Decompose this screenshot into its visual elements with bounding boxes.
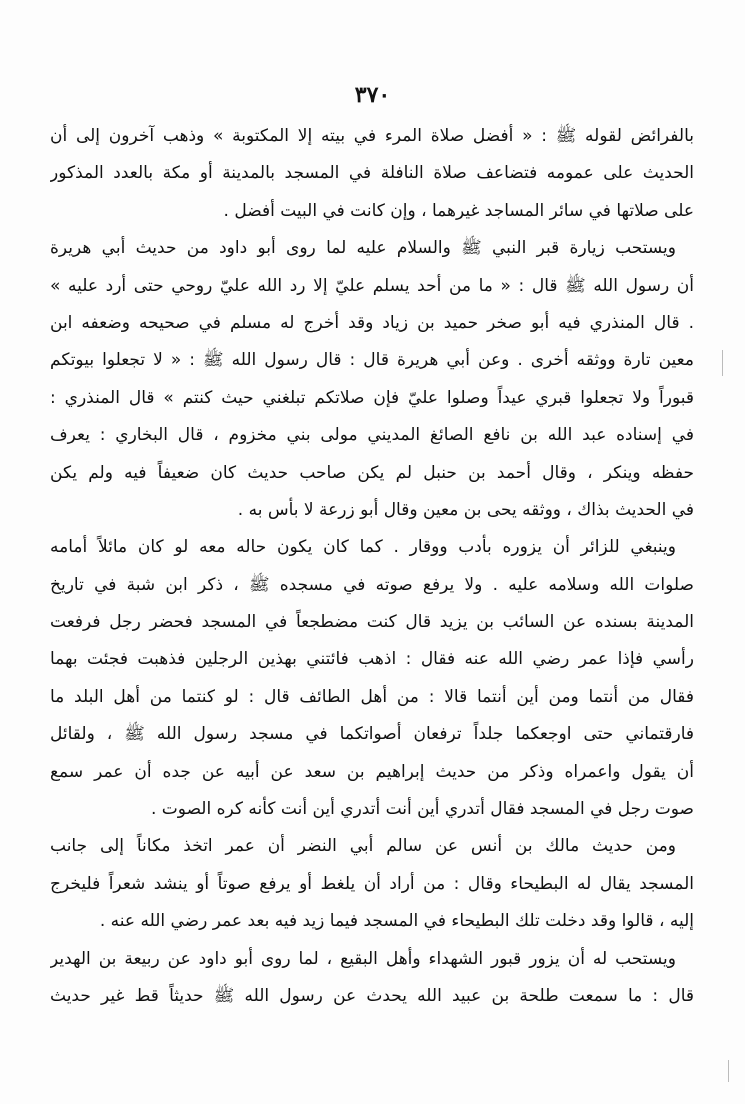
text-line: فارقتماني حتى اوجعكما جلداً ترفعان أصواتكما في مسجد رسول الله ﷺ ، ولقائل [50,724,694,745]
text-line: قال : ما سمعت طلحة بن عبيد الله يحدث عن رسول الله ﷺ حديثاً قط غير حديث [50,985,694,1006]
text-line: قبوراً ولا تجعلوا قبري عيداً وصلوا عليّ فإن صلاتكم تبلغني حيث كنتم » قال المنذري : [50,387,694,408]
text-line: ويستحب زيارة قبر النبي ﷺ والسلام عليه لما روى أبو داود من حديث أبي هريرة [50,238,676,259]
text-line: صوت رجل في المسجد فقال أتدري أين أنت أتدري أين أنت كأنه كره الصوت . [150,799,694,820]
text-line: الحديث على عمومه فتضاعف صلاة النافلة في المسجد بالمدينة أو مكة بالعدد المذكور [50,163,694,184]
text-line: في إسناده عبد الله بن نافع الصائغ المديني مولى بني مخزوم ، قال البخاري : يعرف [50,425,694,446]
text-line: أن يقول واعمراه وذكر من حديث إبراهيم بن سعد عن أبيه عن جده أن عمر سمع [50,761,694,782]
text-line: صلوات الله وسلامه عليه . ولا يرفع صوته في مسجده ﷺ ، ذكر ابن شبة في تاريخ [50,574,694,595]
text-line: معين تارة ووثقه أخرى . وعن أبي هريرة قال : قال رسول الله ﷺ : « لا تجعلوا بيوتكم [50,350,694,371]
text-line: . قال المنذري فيه أبو صخر حميد بن زياد وقد أخرج له مسلم في صحيحه وضعفه ابن [50,312,694,333]
text-line: ومن حديث مالك بن أنس عن سالم أبي النضر أن عمر اتخذ مكاناً إلى جانب [50,836,676,857]
text-line: بالفرائض لقوله ﷺ : « أفضل صلاة المرء في بيته إلا المكتوبة » وذهب آخرون إلى أن [50,126,694,146]
text-line: حفظه وينكر ، وقال أحمد بن حنبل لم يكن صاحب حديث كان ضعيفاً فيه ولم يكن [50,462,694,483]
text-line: إليه ، قالوا وقد دخلت تلك البطيحاء في المسجد فيما زيد فيه بعد عمر رضي الله عنه . [99,911,694,932]
text-line: وينبغي للزائر أن يزوره بأدب ووقار . كما كان يكون حاله معه لو كان مائلاً أمامه [50,537,676,558]
body-text [50,118,694,1015]
text-line: فقال من أنتما ومن أين أنتما قالا : من أهل الطائف قال : لو كنتما من أهل البلد ما [50,686,694,707]
text-line: ويستحب له أن يزور قبور الشهداء وأهل البقيع ، لما روى أبو داود عن ربيعة بن الهدير [50,948,676,969]
margin-scan-mark [722,350,723,376]
page-number: ٣٧٠ [354,82,391,108]
margin-scan-mark [728,1060,729,1082]
text-line: المسجد يقال له البطيحاء وقال : من أراد أن يلغط أو يرفع صوتاً أو ينشد شعراً فليخرج [50,873,694,894]
text-line: المدينة بسنده عن السائب بن يزيد قال كنت مضطجعاً في المسجد فحضر رجل فرفعت [50,612,694,633]
text-line: أن رسول الله ﷺ قال : « ما من أحد يسلم عليّ إلا رد الله عليّ روحي حتى أرد عليه » [50,275,694,296]
text-line: رأسي فإذا عمر رضي الله عنه فقال : اذهب فائتني بهذين الرجلين فذهبت فجئت بهما [50,649,694,670]
text-line: على صلاتها في سائر المساجد غيرهما ، وإن كانت في البيت أفضل . [223,200,694,221]
text-line: في الحديث بذاك ، ووثقه يحى بن معين وقال أبو زرعة لا بأس به . [237,499,694,520]
